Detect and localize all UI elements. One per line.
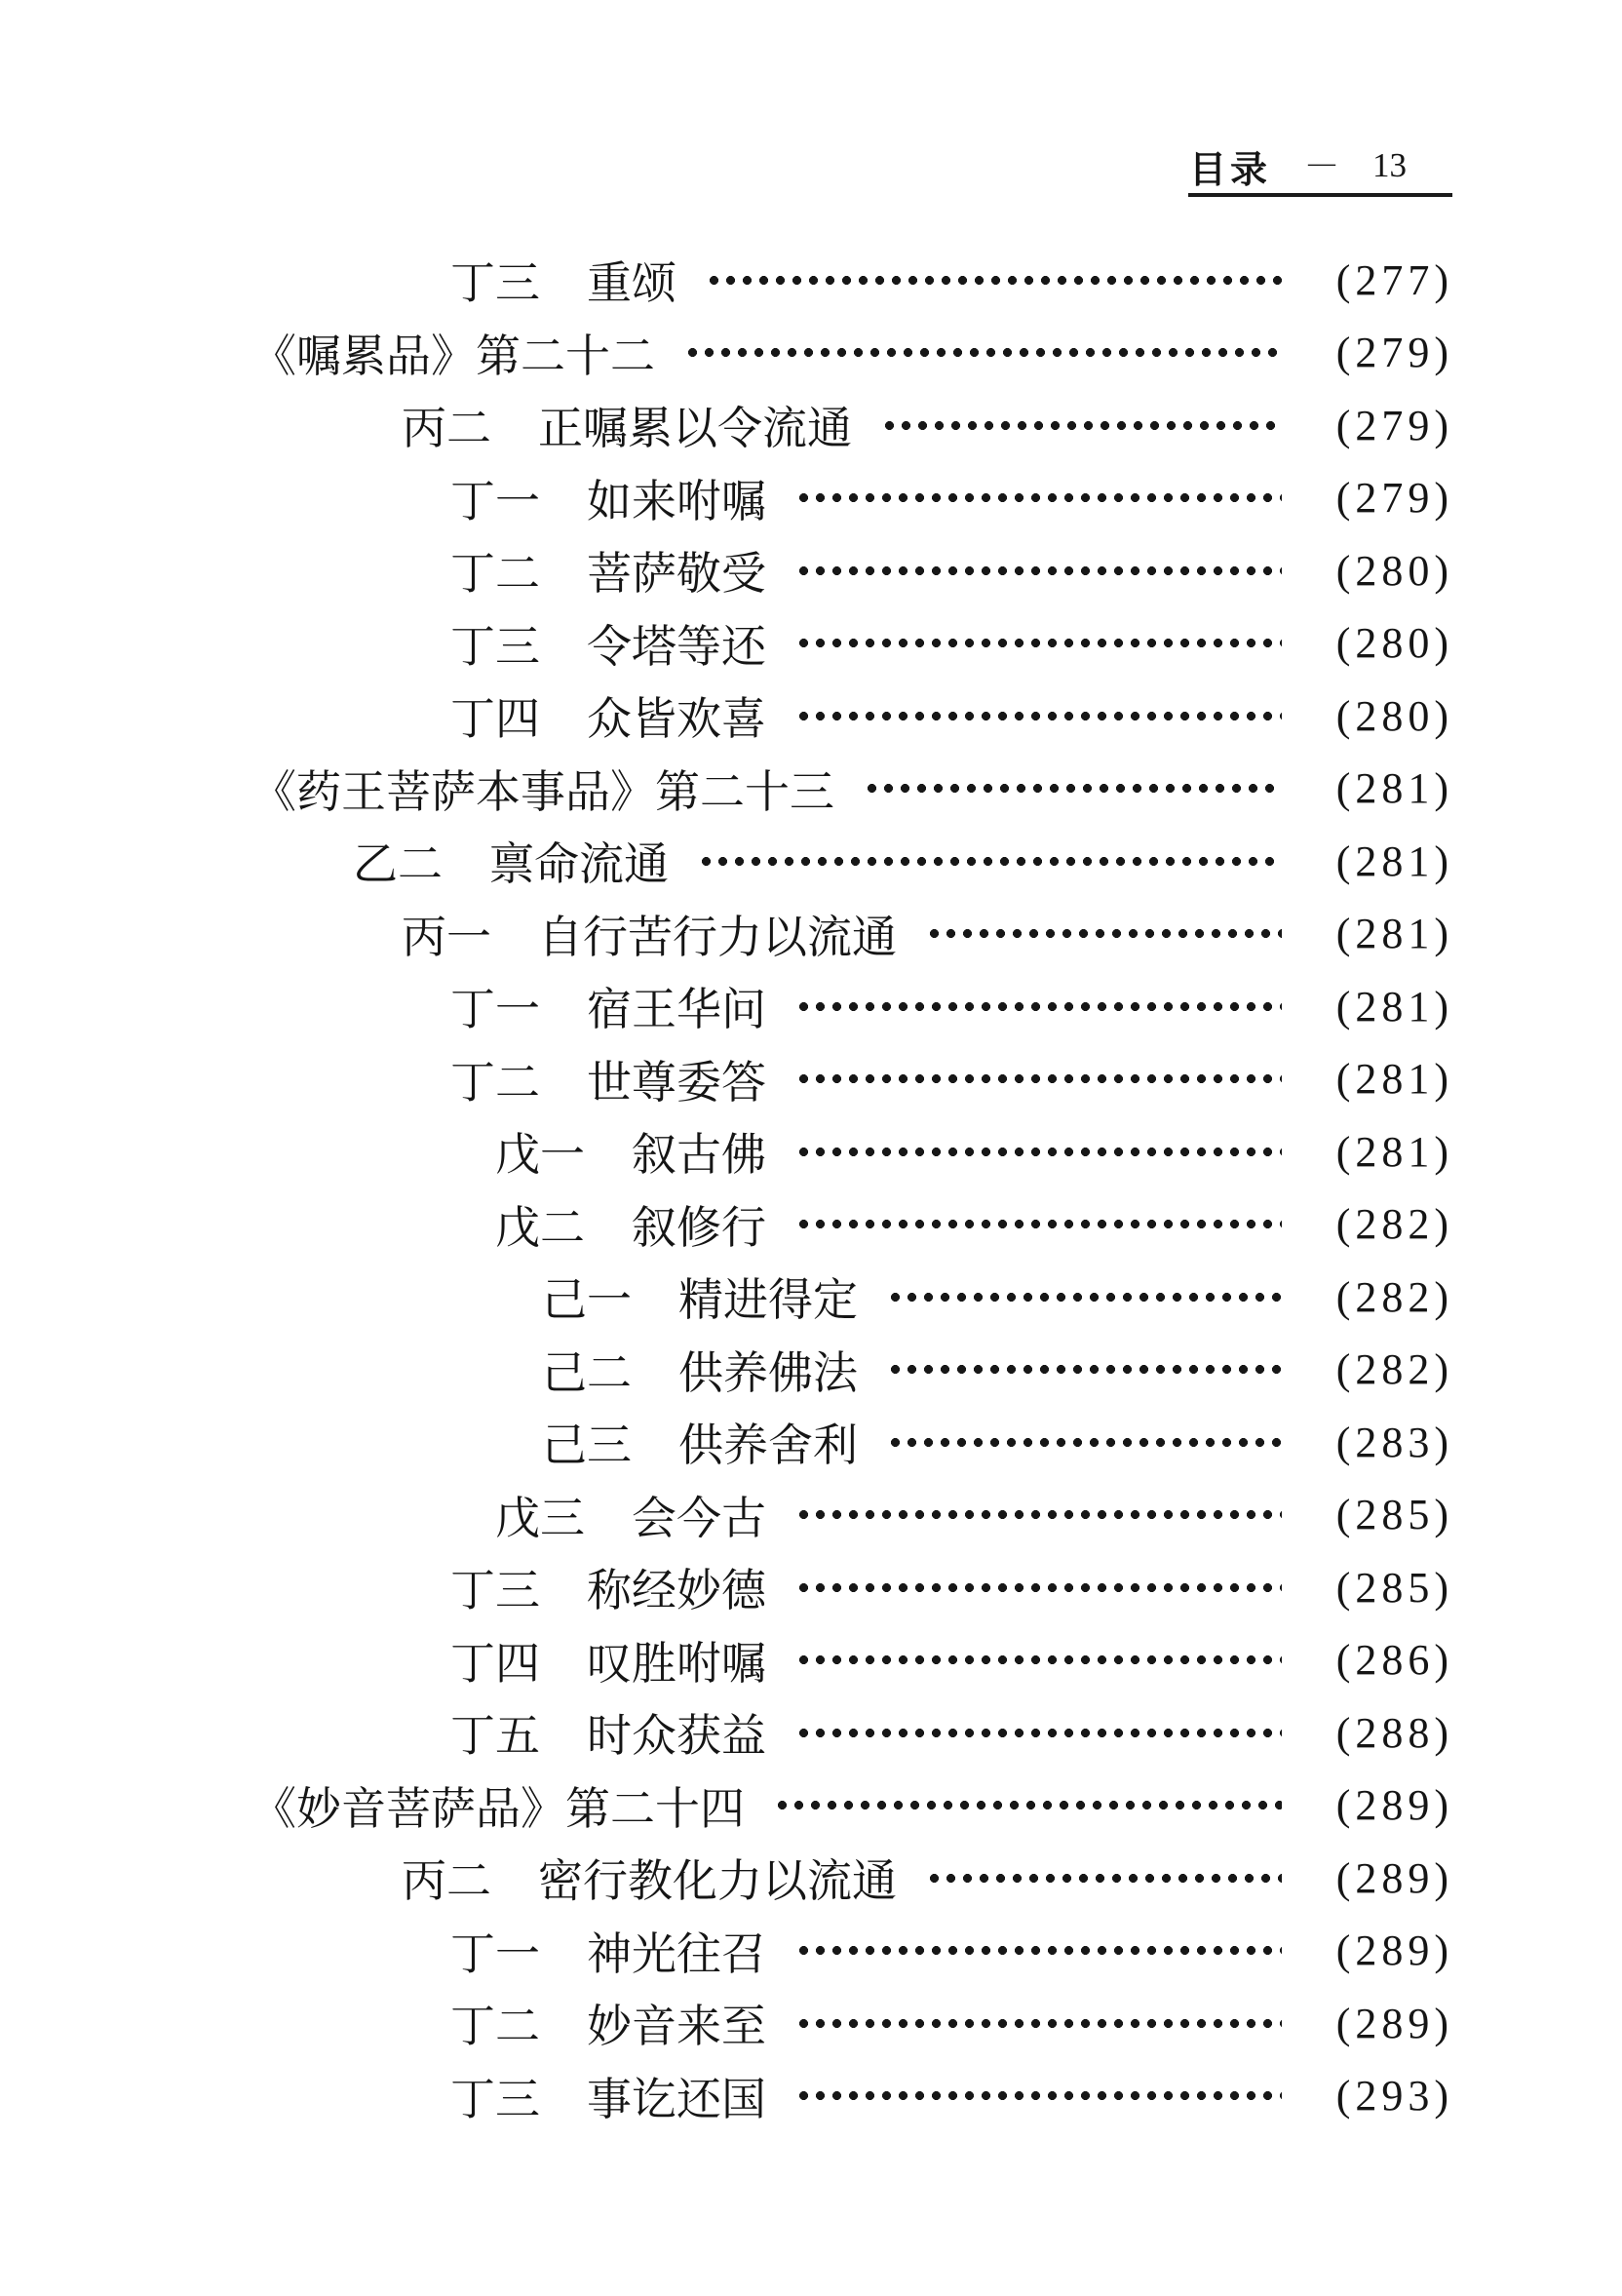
toc-entry-title: 供养佛法 (678, 1347, 858, 1398)
toc-entry-outline-label: 戊一 (495, 1130, 585, 1181)
dot-leader (795, 2090, 1282, 2101)
toc-entry-title: 神光往召 (587, 1928, 766, 1979)
toc-entry-title: 《嘱累品》第二十二 (251, 331, 655, 381)
toc-entry-title: 精进得定 (678, 1275, 858, 1326)
dot-leader (795, 492, 1282, 503)
running-head (1189, 142, 1407, 189)
toc-entry-outline-label: 丁三 (450, 258, 540, 309)
toc-entry-title: 众皆欢喜 (587, 694, 766, 745)
dot-leader (795, 1073, 1282, 1084)
toc-entry-title: 叹胜咐嘱 (587, 1638, 766, 1689)
toc-entry-title: 重颂 (587, 258, 676, 309)
toc-row (251, 1770, 1453, 1843)
toc-entry-title: 供养舍利 (678, 1420, 858, 1471)
toc-entry-title: 称经妙德 (587, 1566, 766, 1616)
dot-leader (795, 1728, 1282, 1738)
toc-entry-page-number: (285) (1335, 1491, 1453, 1539)
toc-entry-outline-label: 丁三 (450, 2074, 540, 2124)
dot-leader (706, 275, 1282, 286)
dot-leader (795, 2018, 1282, 2029)
dot-leader (926, 928, 1282, 939)
dot-leader (795, 565, 1282, 576)
toc-entry-outline-label: 丙二 (402, 1856, 491, 1907)
toc-row (450, 607, 1453, 681)
toc-entry-outline-label: 丙一 (402, 912, 491, 962)
dot-leader (795, 1654, 1282, 1665)
toc-row (450, 1043, 1453, 1116)
dot-leader (887, 1292, 1282, 1303)
toc-entry-outline-label: 丙二 (402, 404, 491, 454)
dot-leader (864, 783, 1282, 794)
toc-entry-title: 菩萨敬受 (587, 549, 766, 600)
running-head-dash: — (1308, 148, 1336, 178)
toc-entry-title: 叙修行 (632, 1202, 766, 1253)
toc-row (450, 2060, 1453, 2133)
toc-row (251, 317, 1453, 390)
toc-row (450, 970, 1453, 1043)
toc-entry-title: 世尊委答 (587, 1057, 766, 1108)
toc-entry-page-number: (280) (1335, 619, 1453, 668)
toc-entry-page-number: (285) (1335, 1563, 1453, 1612)
dot-leader (684, 347, 1282, 358)
toc-entry-outline-label: 丁二 (450, 2002, 540, 2052)
toc-entry-page-number: (281) (1335, 910, 1453, 958)
toc-entry-title: 正嘱累以令流通 (538, 404, 852, 454)
toc-row (402, 1842, 1453, 1915)
toc-entry-outline-label: 戊三 (495, 1493, 585, 1543)
toc-entry-outline-label: 己二 (542, 1347, 632, 1398)
running-head-title: 目录 (1189, 149, 1272, 191)
toc-row (450, 462, 1453, 535)
toc-entry-title: 事讫还国 (587, 2074, 766, 2124)
toc-entry-title: 自行苦行力以流通 (538, 912, 897, 962)
dot-leader (795, 1001, 1282, 1012)
toc-entry-page-number: (282) (1335, 1272, 1453, 1321)
toc-row (450, 534, 1453, 607)
toc-row (495, 1479, 1453, 1552)
toc-entry-title: 宿王华问 (587, 985, 766, 1035)
toc-entry-outline-label: 丁四 (450, 694, 540, 745)
dot-leader (795, 1509, 1282, 1520)
toc-entry-outline-label: 丁一 (450, 476, 540, 526)
toc-entry-outline-label: 丁三 (450, 1566, 540, 1616)
toc-entry-page-number: (281) (1335, 837, 1453, 885)
dot-leader (881, 420, 1282, 431)
toc-row (542, 1406, 1453, 1479)
toc-entry-page-number: (280) (1335, 691, 1453, 740)
dot-leader (795, 1582, 1282, 1593)
dot-leader (795, 638, 1282, 648)
toc-row (402, 898, 1453, 971)
toc-row (450, 1624, 1453, 1697)
toc-entry-title: 令塔等还 (587, 621, 766, 672)
dot-leader (795, 711, 1282, 721)
toc-row (495, 1188, 1453, 1262)
toc-entry-page-number: (289) (1335, 1853, 1453, 1902)
running-head-page-number: 13 (1372, 146, 1408, 184)
toc-entry-page-number: (279) (1335, 329, 1453, 377)
toc-entry-outline-label: 丁一 (450, 1928, 540, 1979)
toc-entry-page-number: (281) (1335, 1055, 1453, 1104)
toc-row (495, 1115, 1453, 1188)
toc-row (251, 753, 1453, 826)
toc-entry-outline-label: 己三 (542, 1420, 632, 1471)
toc-row (450, 1551, 1453, 1624)
toc-entry-outline-label: 丁三 (450, 621, 540, 672)
toc-entry-title: 《药王菩萨本事品》第二十三 (251, 766, 834, 817)
toc-entry-page-number: (281) (1335, 764, 1453, 813)
toc-entry-page-number: (279) (1335, 401, 1453, 449)
toc-entry-page-number: (288) (1335, 1708, 1453, 1757)
dot-leader (887, 1364, 1282, 1375)
running-head-rule (1188, 193, 1452, 197)
toc-entry-title: 叙古佛 (632, 1130, 766, 1181)
toc-entry-page-number: (286) (1335, 1636, 1453, 1685)
toc-entry-outline-label: 丁五 (450, 1711, 540, 1762)
toc-entry-outline-label: 乙二 (353, 839, 443, 890)
toc-entry-title: 时众获益 (587, 1711, 766, 1762)
dot-leader (887, 1437, 1282, 1448)
toc-entry-outline-label: 己一 (542, 1275, 632, 1326)
toc-entry-title: 会今古 (632, 1493, 766, 1543)
toc-entry-title: 《妙音菩萨品》第二十四 (251, 1783, 745, 1834)
dot-leader (926, 1873, 1282, 1884)
toc-entry-page-number: (289) (1335, 1926, 1453, 1975)
toc-entry-title: 妙音来至 (587, 2002, 766, 2052)
toc-row (450, 1915, 1453, 1988)
toc-row (542, 1261, 1453, 1334)
toc-entry-page-number: (281) (1335, 1127, 1453, 1176)
toc-entry-outline-label: 丁二 (450, 549, 540, 600)
toc-entry-title: 禀命流通 (489, 839, 669, 890)
toc-entry-title: 密行教化力以流通 (538, 1856, 897, 1907)
dot-leader (698, 856, 1282, 867)
toc-row (450, 244, 1453, 317)
toc-row (353, 825, 1453, 898)
toc-list (0, 244, 1622, 2132)
toc-entry-page-number: (281) (1335, 982, 1453, 1031)
dot-leader (774, 1800, 1282, 1810)
toc-entry-page-number: (280) (1335, 546, 1453, 595)
toc-row (450, 680, 1453, 753)
dot-leader (795, 1219, 1282, 1229)
toc-row (450, 1987, 1453, 2060)
toc-entry-outline-label: 丁二 (450, 1057, 540, 1108)
toc-entry-outline-label: 丁四 (450, 1638, 540, 1689)
toc-entry-outline-label: 丁一 (450, 985, 540, 1035)
toc-entry-page-number: (277) (1335, 255, 1453, 304)
toc-entry-page-number: (289) (1335, 1999, 1453, 2047)
toc-entry-outline-label: 戊二 (495, 1202, 585, 1253)
toc-entry-page-number: (279) (1335, 474, 1453, 523)
toc-row (542, 1334, 1453, 1407)
toc-entry-page-number: (283) (1335, 1418, 1453, 1466)
toc-row (450, 1696, 1453, 1770)
toc-entry-page-number: (282) (1335, 1200, 1453, 1249)
toc-entry-page-number: (293) (1335, 2072, 1453, 2121)
dot-leader (795, 1147, 1282, 1157)
toc-entry-title: 如来咐嘱 (587, 476, 766, 526)
toc-entry-page-number: (282) (1335, 1345, 1453, 1394)
toc-entry-page-number: (289) (1335, 1781, 1453, 1830)
dot-leader (795, 1945, 1282, 1956)
toc-row (402, 389, 1453, 462)
